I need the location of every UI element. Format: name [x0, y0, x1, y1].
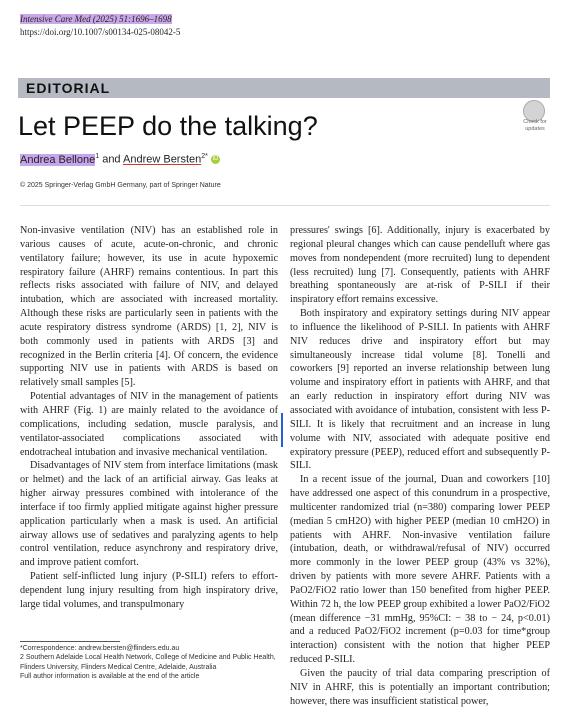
affiliation-line: 2 Southern Adelaide Local Health Network, College of Medicine and Public Health, Flinders University, Flinders Medical Centre, Adelaide, Australia — [20, 654, 276, 671]
author-info-note: Full author information is available at the end of the article — [20, 673, 200, 681]
author-1-affiliation: 1 — [95, 153, 100, 160]
section-label: EDITORIAL — [26, 80, 111, 96]
section-banner — [18, 78, 550, 98]
author-name[interactable] — [20, 154, 95, 166]
margin-annotation-line — [281, 413, 283, 447]
footnote-divider — [20, 641, 120, 642]
footnote — [20, 644, 278, 682]
paragraph: Given the paucity of trial data comparing prescription of NIV in AHRF, this is potentially an important contribution; however, there was insufficient statistical power, — [290, 668, 550, 707]
divider — [20, 205, 550, 206]
author-1-name: Andrea Bellone — [20, 153, 96, 166]
paragraph: Disadvantages of NIV stem from interface limitations (mask or helmet) and the lack of an artificial airway. Gas leaks at higher airway pressures combined with intolerance of the interface if too firmly applied mitigate against higher pressure application particularly when a mask is used. An artificial airway allows use of sedatives and paralyzing agents to help control ventilation, reduce asynchrony and respiratory drive, and improve patient comfort. — [20, 460, 278, 569]
paragraph: Both inspiratory and expiratory settings during NIV appear to influence the likelihood of P-SILI. In patients with AHRF NIV reduces drive and inspiratory effort but may simultaneously increase tidal volume [8]. Tonelli and coworkers [9] reported an inverse relationship between lung volume and inspiratory effort in patients with AHRF, and that an early reduction in inspiratory effort during NIV was associated with avoidance of intubation, consistent with less P-SILI. It is likely that recruitment and an increase in lung volume with NIV, associated with adequate positive end expiratory pressure (PEEP), reduced effort and subsequently P-SILI. — [290, 308, 550, 472]
author-separator: and — [99, 153, 123, 166]
author-2-affiliation: 2* — [201, 153, 208, 160]
correspondence-line[interactable]: *Correspondence: andrew.bersten@flinders.edu.au — [20, 645, 180, 652]
author-line — [20, 150, 220, 167]
journal-citation — [20, 14, 172, 25]
doi-link[interactable]: https://doi.org/10.1007/s00134-025-08042-5 — [20, 27, 181, 37]
article-title: Let PEEP do the talking? — [18, 111, 318, 141]
author-2-name[interactable]: Andrew Bersten — [123, 153, 202, 166]
paragraph: Non-invasive ventilation (NIV) has an established role in various causes of acute, acute-on-chronic, and chronic ventilatory failure; however, its use in acute hypoxemic respiratory failure (AHRF) remains contentious. In part this reflects risks associated with failure of NIV, and delayed intubation, which are associated with increased mortality. Although these risks are particularly seen in patients with the acute respiratory distress syndrome (ARDS) [1, 2], NIV is both commonly used in patients with ARDS [3] and recognized in the Berlin criteria [4]. Of concern, the evidence supporting NIV use in patients with ARDS is based on relatively small samples [5]. — [20, 225, 278, 389]
copyright-notice: © 2025 Springer-Verlag GmbH Germany, part of Springer Nature — [20, 182, 221, 189]
body-right-column — [290, 224, 550, 709]
paragraph: In a recent issue of the journal, Duan and coworkers [10] have addressed one aspect of this conundrum in a prospective, multicenter randomized trial (n=380) comparing lower PEEP (median 5 cmH2O) with higher PEEP (median 10 cmH2O) in patients with AHRF. Non-invasive ventilation failure (intubation, death, or withdrawal/refusal of NIV) occurred more commonly in the lower PEEP group (43% vs 32%), driven by patients with more severe AHRF. Patients with a PaO2/FiO2 ratio lower than 150 benefited from higher PEEP. Within 72 h, the low PEEP group exhibited a lower PaO2/FiO2 (mean difference −31 mmHg, 95%CI: − 38 to − 24, p<0.01) and a reduced PaO2/FiO2 increment (p=0.03 for time*group interaction) consistent with the notion that higher PEEP reduced P-SILI. — [290, 474, 550, 666]
paragraph: Potential advantages of NIV in the management of patients with AHRF (Fig. 1) are mainly related to the avoidance of complications, including sedation, muscle paralysis, and ventilator-associated complications associated with endotracheal intubation and invasive mechanical ventilation. — [20, 391, 278, 458]
journal-citation-text: Intensive Care Med (2025) 51:1696–1698 — [20, 14, 172, 24]
paragraph: Patient self-inflicted lung injury (P-SILI) refers to effort-dependent lung injury resulting from high inspiratory drive, large tidal volumes, and transpulmonary — [20, 571, 278, 610]
paragraph: pressures' swings [6]. Additionally, injury is exacerbated by regional pleural changes which can cause pendelluft where gas moves from nondependent (more recruited) lung to dependent (less recruited) lung [7]. Consequently, patients with AHRF breathing spontaneously are at-risk of P-SILI if their inspiratory effort remains excessive. — [290, 225, 550, 306]
orcid-icon[interactable]: iD — [212, 156, 219, 163]
update-badge-label: Check for updates — [523, 119, 547, 132]
body-left-column — [20, 224, 278, 612]
check-for-updates-badge[interactable] — [517, 100, 551, 134]
